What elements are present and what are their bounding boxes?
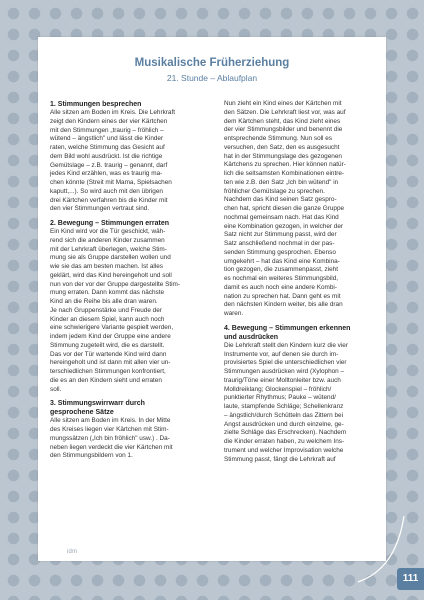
section-2-heading: 2. Bewegung – Stimmungen erraten: [50, 220, 170, 227]
section-3-body: Alle sitzen am Boden im Kreis. In der Mitte des Kreises liegen vier Kärtchen mit Stim- mungssätzen („Ich bin fröhlich" usw.) . Da- neben liegen verdeckt die vier Kärtchen mit den Stimmungsbildern von 1.: [50, 417, 173, 460]
page-title: Musikalische Früherziehung: [134, 57, 290, 69]
left-column: [50, 100, 200, 461]
section-1-heading: 1. Stimmungen besprechen: [50, 101, 142, 108]
section-3-heading: 3. Stimmungswirrwarr durch gesprochene Sätze: [50, 400, 145, 417]
publisher-watermark: idm: [67, 549, 78, 555]
section-4-heading: 4. Bewegung – Stimmungen erkennen und ausdrücken: [224, 324, 351, 341]
section-4-body: Die Lehrkraft stellt den Kindern kurz die vier Instrumente vor, auf denen sie durch im- provisiertes Spiel die unterschiedlichen vier Stimmungen ausdrücken wird (Xylophon – traurig/Töne einer Molltonleiter bzw. auch Molldreiklang; Glockenspiel – fröhlich/ punktierter Rhythmus; Pauke – wütend/ laute, stampfende Schläge; Schellenkranz – ängstlich/durch Schütteln das Zittern bei Angst ausdrücken und durch einzelne, ge- zielte Schläge das Erschrecken). Nachdem die Kinder erraten haben, zu welchem Ins- trument und welcher Improvisation welche Stimmung passt, fängt die Lehrkraft auf: [224, 341, 348, 463]
section-1-body: Alle sitzen am Boden im Kreis. Die Lehrkraft zeigt den Kindern eines der vier Kärtchen mit den Stimmungen „traurig – fröhlich – wütend – ängstlich" und lässt die Kinder raten, welche Stimmung das Gesicht auf dem Bild wohl ausdrückt. Ist die richtige Gemütslage – z.B. traurig – genannt, darf jedes Kind erzählen, was es traurig ma- chen könnte (Streit mit Mama, Spielsachen kaputt,...). So wird auch mit den übrigen drei Kärtchen verfahren bis die Kinder mit den vier Stimmungen vertraut sind.: [50, 109, 176, 213]
page-number: 111: [397, 568, 424, 590]
worksheet-page: [38, 37, 386, 561]
right-column: [224, 100, 374, 464]
section-3-continued-body: Nun zieht ein Kind eines der Kärtchen mit den Sätzen. Die Lehrkraft liest vor, was auf dem Kärtchen steht, das Kind zieht eines der vier Stimmungsbilder und benennt die entsprechende Stimmung. Nun soll es versuchen, den Satz, den es ausgesucht hat in der Stimmungslage des gezogenen Kärtchens zu sprechen. Hier können natür- lich die seltsamsten Kombinationen eintre- ten wie z.B. den Satz „Ich bin wütend" in fröhlicher Gemütslage zu sprechen. Nachdem das Kind seinen Satz gespro- chen hat, spricht diesen die ganze Gruppe nochmal gemeinsam nach. Hat das Kind eine Kombination gezogen, in welcher der Satz nicht zur Stimmung passt, wird der Satz anschließend nochmal in der pas- senden Stimmung gesprochen. Ebenso umgekehrt – hat das Kind eine Kombina- tion gezogen, die zusammenpasst, zieht es nochmal ein weiteres Stimmungsbild, damit es auch noch eine andere Kombi- nation zu sprechen hat. Dann geht es mit den nächsten Kindern weiter, bis alle dran waren.: [224, 100, 346, 317]
section-2-body: Ein Kind wird vor die Tür geschickt, wäh- rend sich die anderen Kinder zusammen mit der Lehrkraft überlegen, welche Stim- mung sie als Gruppe darstellen wollen und wie sie das am besten machen. Ist alles geklärt, wird das Kind hereingeholt und soll nun von der vor der Gruppe dargestellte Stim- mung erraten. Dann kommt das nächste Kind an die Reihe bis alle dran waren. Je nach Gruppenstärke und Freude der Kinder an diesem Spiel, kann auch noch eine schwierigere Variante gespielt werden, indem jedem Kind der Gruppe eine andere Stimmung zugeteilt wird, die es darstellt. Das vor der Tür wartende Kind wird dann hereingeholt und ist dann mit allen vier un- terschiedlichen Stimmungen konfrontiert, die es an den Kindern sieht und erraten soll.: [50, 228, 181, 393]
page-subtitle: 21. Stunde – Ablaufplan: [166, 73, 258, 83]
